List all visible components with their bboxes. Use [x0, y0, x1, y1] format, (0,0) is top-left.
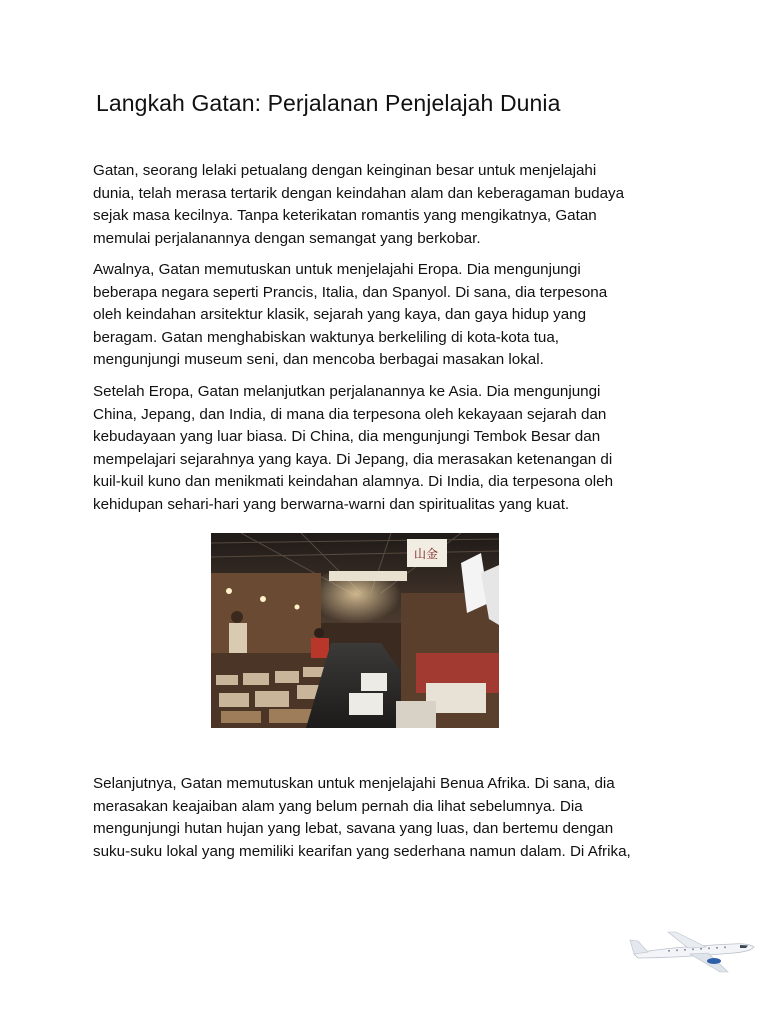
paragraph-1	[93, 160, 693, 250]
paragraph-line: Gatan, seorang lelaki petualang dengan keinginan besar untuk menjelajahi	[93, 162, 597, 179]
paragraph-line: suku-suku lokal yang memiliki kearifan yang sederhana namun dalam. Di Afrika,	[93, 842, 631, 860]
paragraph-line: sejak masa kecilnya. Tanpa keterikatan romantis yang mengikatnya, Gatan	[93, 207, 597, 224]
document-title: Langkah Gatan: Perjalanan Penjelajah Dunia	[96, 90, 561, 116]
paragraph-line: kebudayaan yang luar biasa. Di China, dia mengunjungi Tembok Besar dan	[93, 428, 601, 445]
paragraph-line: mengunjungi museum seni, dan mencoba berbagai masakan lokal.	[93, 351, 544, 368]
paragraph-line: Setelah Eropa, Gatan melanjutkan perjalanannya ke Asia. Dia mengunjungi	[93, 383, 601, 400]
paragraph-3	[93, 381, 693, 516]
paragraph-line: merasakan keajaiban alam yang belum pernah dia lihat sebelumnya. Dia	[93, 797, 583, 815]
paragraph-line: kehidupan sehari-hari yang berwarna-warni dan spiritualitas yang kuat.	[93, 495, 570, 513]
paragraph-line: beberapa negara seperti Prancis, Italia, dan Spanyol. Di sana, dia terpesona	[93, 283, 608, 301]
paragraph-4	[93, 773, 693, 863]
market-photo	[211, 533, 499, 728]
paragraph-line: kuil-kuil kuno dan menikmati keindahan alamnya. Di India, dia terpesona oleh	[93, 473, 614, 490]
market-sign: 山金	[414, 547, 439, 561]
paragraph-line: beragam. Gatan menghabiskan waktunya berkeliling di kota-kota tua,	[93, 328, 560, 346]
paragraph-line: mengunjungi hutan hujan yang lebat, savana yang luas, dan bertemu dengan	[93, 820, 614, 837]
paragraph-line: China, Jepang, dan India, di mana dia terpesona oleh kekayaan sejarah dan	[93, 405, 607, 423]
paragraph-line: Awalnya, Gatan memutuskan untuk menjelajahi Eropa. Dia mengunjungi	[93, 261, 581, 278]
paragraph-line: dunia, telah merasa tertarik dengan keindahan alam dan keberagaman budaya	[93, 184, 625, 202]
paragraph-line: oleh keindahan arsitektur klasik, sejarah yang kaya, dan gaya hidup yang	[93, 306, 587, 323]
paragraph-line: memulai perjalanannya dengan semangat yang berkobar.	[93, 229, 481, 247]
paragraph-2	[93, 259, 693, 372]
paragraph-line: mempelajari sejarahnya yang kaya. Di Jepang, dia merasakan ketenangan di	[93, 450, 613, 468]
paragraph-line: Selanjutnya, Gatan memutuskan untuk menjelajahi Benua Afrika. Di sana, dia	[93, 775, 615, 792]
airplane-icon	[628, 928, 756, 978]
